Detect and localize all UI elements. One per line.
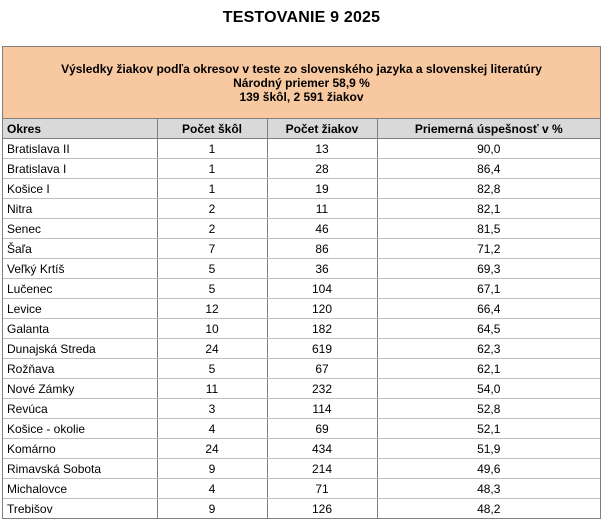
- table-row: [3, 219, 600, 239]
- district-cell: Revúca: [3, 399, 157, 419]
- table-row: [3, 199, 600, 219]
- student-count-cell: 104: [267, 279, 377, 299]
- district-cell: Košice I: [3, 179, 157, 199]
- column-header-school-count: Počet škôl: [157, 119, 267, 139]
- student-count-cell: 120: [267, 299, 377, 319]
- table-caption: [3, 47, 600, 119]
- success-rate-cell: 71,2: [377, 239, 600, 259]
- district-cell: Galanta: [3, 319, 157, 339]
- student-count-cell: 13: [267, 139, 377, 159]
- district-cell: Šaľa: [3, 239, 157, 259]
- success-rate-cell: 82,1: [377, 199, 600, 219]
- district-cell: Trebišov: [3, 499, 157, 519]
- district-cell: Rimavská Sobota: [3, 459, 157, 479]
- table-row: [3, 259, 600, 279]
- school-count-cell: 1: [157, 159, 267, 179]
- table-row: [3, 179, 600, 199]
- success-rate-cell: 52,8: [377, 399, 600, 419]
- table-row: [3, 419, 600, 439]
- school-count-cell: 2: [157, 199, 267, 219]
- table-row: [3, 139, 600, 159]
- success-rate-cell: 82,8: [377, 179, 600, 199]
- student-count-cell: 126: [267, 499, 377, 519]
- success-rate-cell: 48,2: [477, 501, 501, 516]
- district-cell: Dunajská Streda: [3, 339, 157, 359]
- student-count-cell: 69: [267, 419, 377, 439]
- success-rate-cell: 81,5: [377, 219, 600, 239]
- school-count-cell: 9: [157, 499, 267, 519]
- student-count-cell: 46: [267, 219, 377, 239]
- success-rate-cell: 66,4: [377, 299, 600, 319]
- table-row: [3, 459, 600, 479]
- table-header-row: [3, 119, 600, 139]
- table-row: [3, 479, 600, 499]
- caption-line-description: Výsledky žiakov podľa okresov v teste zo slovenského jazyka a slovenskej literatúry: [61, 61, 542, 76]
- table-body: [3, 139, 600, 519]
- success-rate-cell: 62,3: [377, 339, 600, 359]
- school-count-cell: 11: [157, 379, 267, 399]
- table-row: [3, 319, 600, 339]
- column-header-student-count: Počet žiakov: [267, 119, 377, 139]
- school-count-cell: 2: [157, 219, 267, 239]
- column-header-success-rate: Priemerná úspešnosť v %: [377, 119, 600, 139]
- student-count-cell: 182: [267, 319, 377, 339]
- column-header-district: Okres: [3, 119, 157, 139]
- student-count-cell: 28: [267, 159, 377, 179]
- caption-line-national-average: Národný priemer 58,9 %: [233, 75, 370, 90]
- school-count-cell: 24: [157, 439, 267, 459]
- district-cell: Senec: [3, 219, 157, 239]
- success-rate-cell: 54,0: [377, 379, 600, 399]
- district-cell: Nitra: [3, 199, 157, 219]
- success-rate-cell: 64,5: [377, 319, 600, 339]
- student-count-cell: 11: [267, 199, 377, 219]
- table-row: [3, 499, 600, 519]
- success-rate-cell: 62,1: [377, 359, 600, 379]
- results-table-frame: [2, 46, 601, 519]
- district-cell: Nové Zámky: [3, 379, 157, 399]
- school-count-cell: 1: [157, 179, 267, 199]
- district-cell: Bratislava II: [3, 139, 157, 159]
- success-rate-cell: 48,3: [377, 479, 600, 499]
- student-count-cell: 214: [267, 459, 377, 479]
- student-count-cell: 114: [267, 399, 377, 419]
- student-count-cell: 67: [267, 359, 377, 379]
- table-row: [3, 359, 600, 379]
- school-count-cell: 5: [157, 259, 267, 279]
- success-rate-cell: 52,1: [377, 419, 600, 439]
- district-cell: Košice - okolie: [3, 419, 157, 439]
- district-cell: Veľký Krtíš: [3, 259, 157, 279]
- student-count-cell: 434: [267, 439, 377, 459]
- success-rate-cell: 51,9: [377, 439, 600, 459]
- table-row: [3, 299, 600, 319]
- student-count-cell: 36: [267, 259, 377, 279]
- table-row: [3, 379, 600, 399]
- school-count-cell: 12: [157, 299, 267, 319]
- district-cell: Lučenec: [3, 279, 157, 299]
- school-count-cell: 5: [157, 279, 267, 299]
- table-row: [3, 339, 600, 359]
- table-row: [3, 439, 600, 459]
- school-count-cell: 10: [157, 319, 267, 339]
- success-rate-cell: 86,4: [377, 159, 600, 179]
- school-count-cell: 3: [157, 399, 267, 419]
- table-row: [3, 279, 600, 299]
- student-count-cell: 232: [267, 379, 377, 399]
- school-count-cell: 1: [157, 139, 267, 159]
- district-cell: Rožňava: [3, 359, 157, 379]
- table-row: [3, 239, 600, 259]
- caption-line-totals: 139 škôl, 2 591 žiakov: [239, 89, 364, 104]
- school-count-cell: 7: [157, 239, 267, 259]
- district-cell: Bratislava I: [3, 159, 157, 179]
- student-count-cell: 619: [267, 339, 377, 359]
- student-count-cell: 71: [267, 479, 377, 499]
- school-count-cell: 4: [157, 479, 267, 499]
- school-count-cell: 5: [157, 359, 267, 379]
- success-rate-cell: 90,0: [377, 139, 600, 159]
- success-rate-cell: 69,3: [377, 259, 600, 279]
- results-table: [3, 119, 600, 518]
- student-count-cell: 19: [267, 179, 377, 199]
- page-title: TESTOVANIE 9 2025: [222, 9, 381, 26]
- district-cell: Levice: [3, 299, 157, 319]
- district-cell: Komárno: [3, 439, 157, 459]
- school-count-cell: 9: [157, 459, 267, 479]
- success-rate-cell: 49,6: [377, 459, 600, 479]
- table-row: [3, 399, 600, 419]
- school-count-cell: 4: [157, 419, 267, 439]
- success-rate-cell: 67,1: [377, 279, 600, 299]
- table-row: [3, 159, 600, 179]
- school-count-cell: 24: [157, 339, 267, 359]
- district-cell: Michalovce: [3, 479, 157, 499]
- student-count-cell: 86: [267, 239, 377, 259]
